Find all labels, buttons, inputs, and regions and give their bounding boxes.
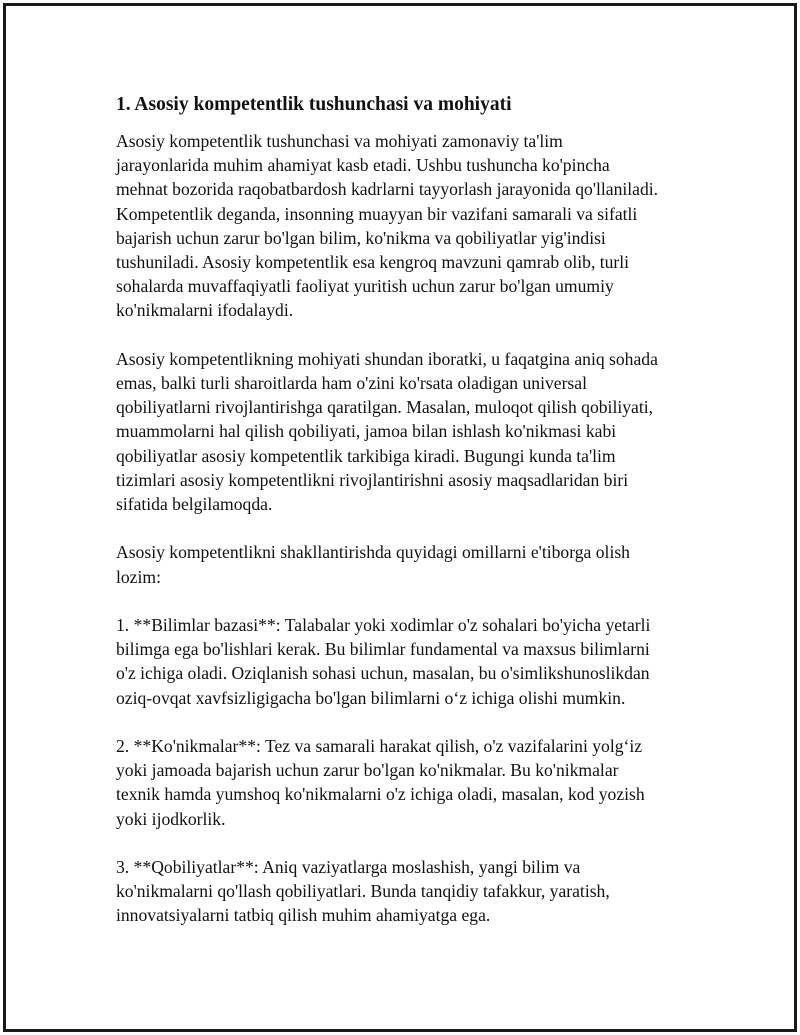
paragraph-intro: Asosiy kompetentlik tushunchasi va mohiyati zamonaviy ta'lim jarayonlarida muhim ahamiyat kasb etadi. Ushbu tushuncha ko'pincha mehnat bozorida raqobatbardosh kadrlarni tayyorlash jarayonida qo'llaniladi. Kompetentlik deganda, insonning muayyan bir vazifani samarali va sifatli bajarish uchun zarur bo'lgan bilim, ko'nikma va qobiliyatlar yig'indisi tushuniladi. Asosiy kompetentlik esa kengroq mavzuni qamrab olib, turli sohalarda muvaffaqiyatli faoliyat yuritish uchun zarur bo'lgan umumiy ko'nikmalarni ifodalaydi. [116,131,659,321]
paragraph-essence: Asosiy kompetentlikning mohiyati shundan iboratki, u faqatgina aniq sohada emas, balki turli sharoitlarda ham o'zini ko'rsata oladigan universal qobiliyatlarni rivojlantirishga qaratilgan. Masalan, muloqot qilish qobiliyati, muammolarni hal qilish qobiliyati, jamoa bilan ishlash ko'nikmasi kabi qobiliyatlar asosiy kompetentlik tarkibiga kiradi. Bugungi kunda ta'lim tizimlari asosiy kompetentlikni rivojlantirishni asosiy maqsadlaridan biri sifatida belgilamoqda. [116,348,658,515]
document-body [116,92,696,952]
paragraph-factors-intro: Asosiy kompetentlikni shakllantirishda quyidagi omillarni e'tiborga olish lozim: [116,542,630,587]
list-item-skills: 2. **Ko'nikmalar**: Tez va samarali harakat qilish, o'z vazifalarini yolg‘iz yoki jamoada bajarish uchun zarur bo'lgan ko'nikmalar. Bu ko'nikmalar texnik hamda yumshoq ko'nikmalarni o'z ichiga oladi, masalan, kod yozish yoki ijodkorlik. [116,736,645,829]
list-item-abilities: 3. **Qobiliyatlar**: Aniq vaziyatlarga moslashish, yangi bilim va ko'nikmalarni qo'llash qobiliyatlari. Bunda tanqidiy tafakkur, yaratish, innovatsiyalarni tatbiq qilish muhim ahamiyatga ega. [116,857,610,926]
list-item-knowledge-base: 1. **Bilimlar bazasi**: Talabalar yoki xodimlar o'z sohalari bo'yicha yetarli bilimga ega bo'lishlari kerak. Bu bilimlar fundamental va maxsus bilimlarni o'z ichiga oladi. Oziqlanish sohasi uchun, masalan, bu o'simlikshunoslikdan oziq-ovqat xavfsizligigacha bo'lgan bilimlarni o‘z ichiga olishi mumkin. [116,615,651,708]
document-title: 1. Asosiy kompetentlik tushunchasi va mohiyati [116,94,512,115]
